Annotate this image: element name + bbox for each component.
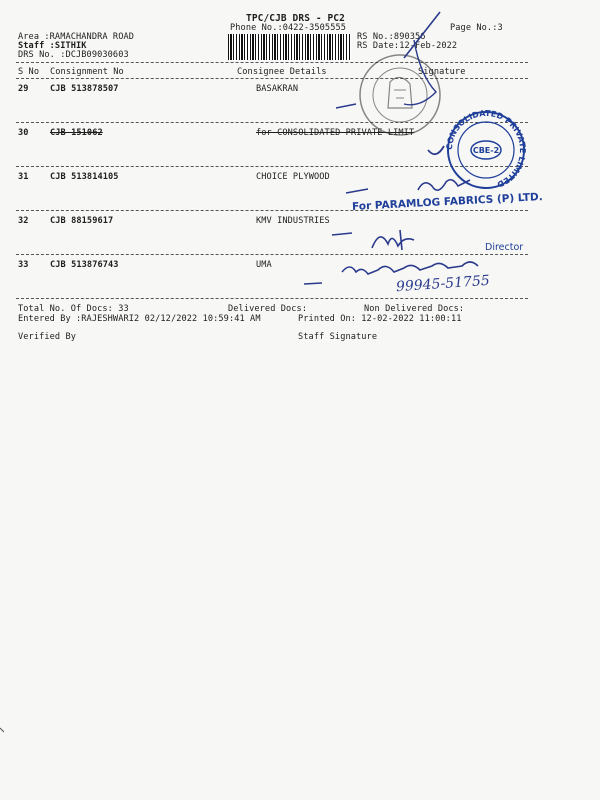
col-signature-header: Signature (418, 67, 466, 77)
consolidated-stamp-text: CONSOLIDATED PRIVATE LIMITED (444, 108, 528, 189)
row-sno: 30 (18, 128, 29, 138)
row-consignee: KMV INDUSTRIES (256, 216, 330, 226)
non-delivered-docs: Non Delivered Docs: (364, 304, 465, 314)
row-consignment: CJB 88159617 (50, 216, 114, 226)
row-consignee: for CONSOLIDATED PRIVATE LIMIT (256, 128, 415, 138)
document-title: TPC/CJB DRS - PC2 (246, 13, 345, 24)
row-sno: 33 (18, 260, 29, 270)
col-consignee-header: Consignee Details (237, 67, 327, 77)
page-number: Page No.:3 (450, 23, 503, 33)
entered-by: Entered By :RAJESHWARI2 02/12/2022 10:59:41 AM (18, 314, 261, 324)
verified-by: Verified By (18, 332, 77, 342)
delivered-docs: Delivered Docs: (228, 304, 308, 314)
row-consignee: UMA (256, 260, 272, 270)
handwritten-phone: 99945-51755 (395, 272, 491, 296)
rs-number: RS No.:890356 (357, 32, 426, 42)
phone-number: Phone No.:0422-3505555 (230, 23, 347, 33)
consolidated-stamp-code: CBE-2 (472, 146, 500, 155)
drs-number: DRS No. :DCJB09030603 (18, 50, 129, 60)
row-sno: 31 (18, 172, 29, 182)
director-label: Director (485, 242, 524, 253)
row-sno: 32 (18, 216, 29, 226)
row-consignment: CJB 513876743 (50, 260, 119, 270)
row-sno: 29 (18, 84, 29, 94)
staff-field: Staff :SITHIK (18, 41, 87, 51)
row-consignee: CHOICE PLYWOOD (256, 172, 330, 182)
printed-on: Printed On: 12-02-2022 11:00:11 (298, 314, 462, 324)
row-consignment: CJB 151062 (50, 128, 103, 138)
row-consignee: BASAKRAN (256, 84, 299, 94)
row-consignment: CJB 513878507 (50, 84, 119, 94)
total-docs: Total No. Of Docs: 33 (18, 304, 129, 314)
staff-signature-label: Staff Signature (298, 332, 378, 342)
rs-date: RS Date:12-Feb-2022 (357, 41, 458, 51)
paramlog-stamp: For PARAMLOG FABRICS (P) LTD. (351, 191, 543, 213)
col-sno-header: S No (18, 67, 40, 77)
row-consignment: CJB 513814105 (50, 172, 119, 182)
area-field: Area :RAMACHANDRA ROAD (18, 32, 135, 42)
col-consignment-header: Consignment No (50, 67, 124, 77)
